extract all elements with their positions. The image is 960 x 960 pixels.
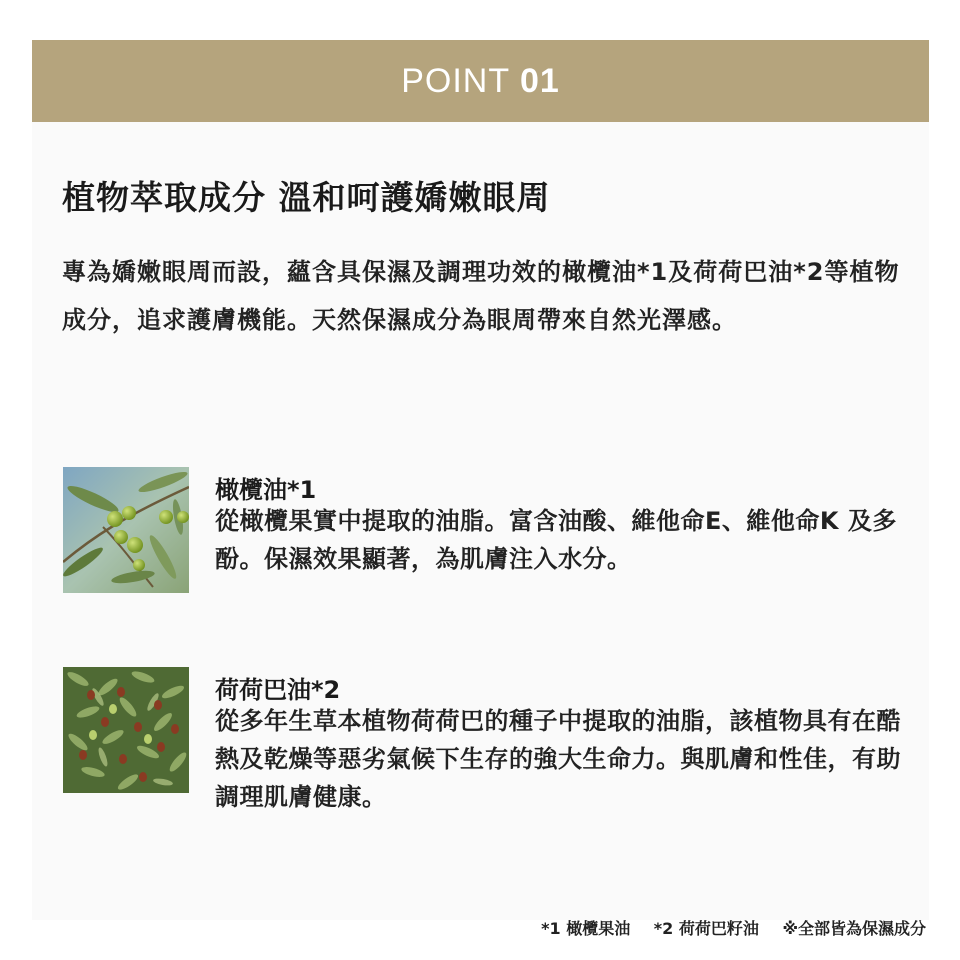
olive-oil-description: 從橄欖果實中提取的油脂。富含油酸、維他命E、維他命K 及多酚。保濕效果顯著，為肌膚注入水分。 bbox=[215, 507, 897, 573]
point-label bbox=[401, 62, 560, 101]
point-prefix: POINT bbox=[401, 61, 510, 100]
jojoba-plant-image bbox=[63, 667, 189, 793]
jojoba-oil-title: 荷荷巴油*2 bbox=[215, 676, 341, 704]
jojoba-oil-description: 從多年生草本植物荷荷巴的種子中提取的油脂，該植物具有在酷熱及乾燥等惡劣氣候下生存的強大生命力。與肌膚和性佳，有助調理肌膚健康。 bbox=[215, 707, 901, 811]
page-headline: 植物萃取成分 溫和呵護嬌嫩眼周 bbox=[62, 178, 551, 217]
point-number: 01 bbox=[519, 61, 560, 100]
footnote-olive: *1 橄欖果油 bbox=[541, 919, 631, 938]
olive-branch-image bbox=[63, 467, 189, 593]
point-banner bbox=[32, 40, 929, 122]
footnote-moisturizing: ※全部皆為保濕成分 bbox=[782, 919, 926, 938]
intro-paragraph: 專為嬌嫩眼周而設，蘊含具保濕及調理功效的橄欖油*1及荷荷巴油*2等植物成分，追求護膚機能。天然保濕成分為眼周帶來自然光澤感。 bbox=[62, 258, 900, 334]
olive-oil-title: 橄欖油*1 bbox=[215, 476, 317, 504]
footnotes bbox=[523, 916, 926, 939]
footnote-jojoba: *2 荷荷巴籽油 bbox=[653, 919, 759, 938]
